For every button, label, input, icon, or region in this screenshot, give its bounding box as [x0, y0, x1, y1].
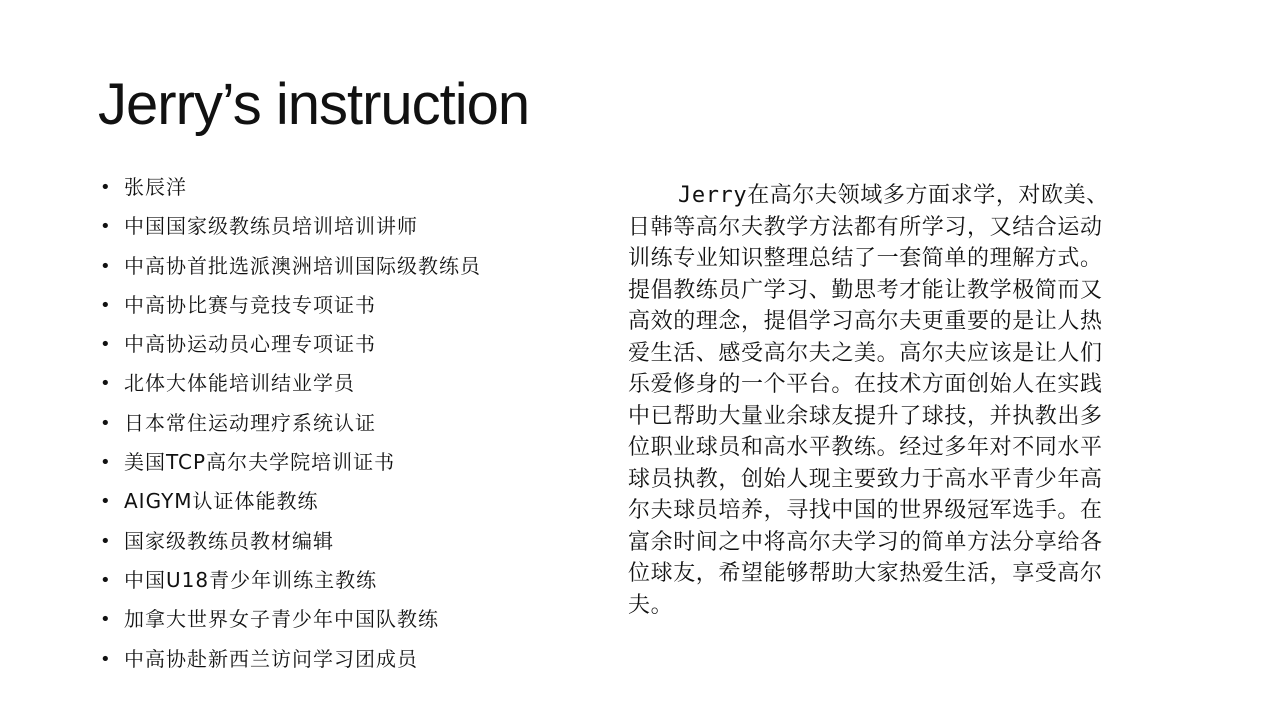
list-item — [98, 207, 578, 246]
bullet-icon: • — [100, 334, 112, 356]
bullet-icon: • — [100, 255, 112, 277]
list-item — [98, 404, 578, 443]
list-item-text: 张辰洋 — [124, 175, 187, 199]
bullet-icon: • — [100, 569, 112, 591]
bio-paragraph: Jerry在高尔夫领域多方面求学，对欧美、日韩等高尔夫教学方法都有所学习，又结合运动训练专业知识整理总结了一套简单的理解方式。提倡教练员广学习、勤思考才能让教学极简而又高效的理念，提倡学习高尔夫更重要的是让人热爱生活、感受高尔夫之美。高尔夫应该是让人们乐爱修身的一个平台。在技术方面创始人在实践中已帮助大量业余球友提升了球技，并执教出多位职业球员和高水平教练。经过多年对不同水平球员执教，创始人现主要致力于高水平青少年高尔夫球员培养，寻找中国的世界级冠军选手。在富余时间之中将高尔夫学习的简单方法分享给各位球友，希望能够帮助大家热爱生活，享受高尔夫。 — [628, 183, 1109, 618]
list-item-text: 国家级教练员教材编辑 — [124, 528, 334, 553]
bullet-icon: • — [100, 412, 112, 434]
list-item — [98, 561, 578, 600]
list-item — [98, 600, 578, 639]
list-item-text: 中高协运动员心理专项证书 — [124, 332, 376, 357]
list-item — [98, 522, 578, 561]
slide-title: Jerry’s instruction — [98, 72, 530, 137]
bullet-icon: • — [100, 177, 112, 198]
bullet-icon: • — [100, 452, 112, 474]
list-item-text: 加拿大世界女子青少年中国队教练 — [124, 607, 439, 632]
list-item — [98, 640, 578, 679]
list-item — [98, 247, 578, 286]
list-item-text: 中国U18青少年训练主教练 — [124, 567, 378, 592]
bullet-icon: • — [100, 294, 112, 316]
list-item-text: 中高协赴新西兰访问学习团成员 — [124, 646, 418, 671]
bullet-icon: • — [100, 609, 112, 631]
bullet-icon: • — [100, 491, 112, 513]
list-item-text: AIGYM认证体能教练 — [124, 489, 319, 514]
list-item-text: 日本常住运动理疗系统认证 — [124, 410, 376, 435]
bullet-icon: • — [100, 530, 112, 552]
list-item-text: 中高协首批选派澳洲培训国际级教练员 — [124, 253, 481, 278]
list-item-text: 中高协比赛与竞技专项证书 — [124, 292, 376, 317]
list-item-text: 中国国家级教练员培训培训讲师 — [124, 214, 418, 239]
list-item — [98, 325, 578, 364]
list-item-text: 北体大体能培训结业学员 — [124, 371, 355, 396]
list-item — [98, 286, 578, 325]
bullet-icon: • — [100, 216, 112, 238]
bullet-icon: • — [100, 648, 112, 670]
list-item — [98, 482, 578, 521]
list-item — [98, 364, 578, 403]
list-item-text: 美国TCP高尔夫学院培训证书 — [124, 450, 396, 475]
bullet-icon: • — [100, 373, 112, 395]
list-item — [98, 168, 578, 207]
credentials-list — [98, 168, 578, 679]
list-item — [98, 443, 578, 482]
